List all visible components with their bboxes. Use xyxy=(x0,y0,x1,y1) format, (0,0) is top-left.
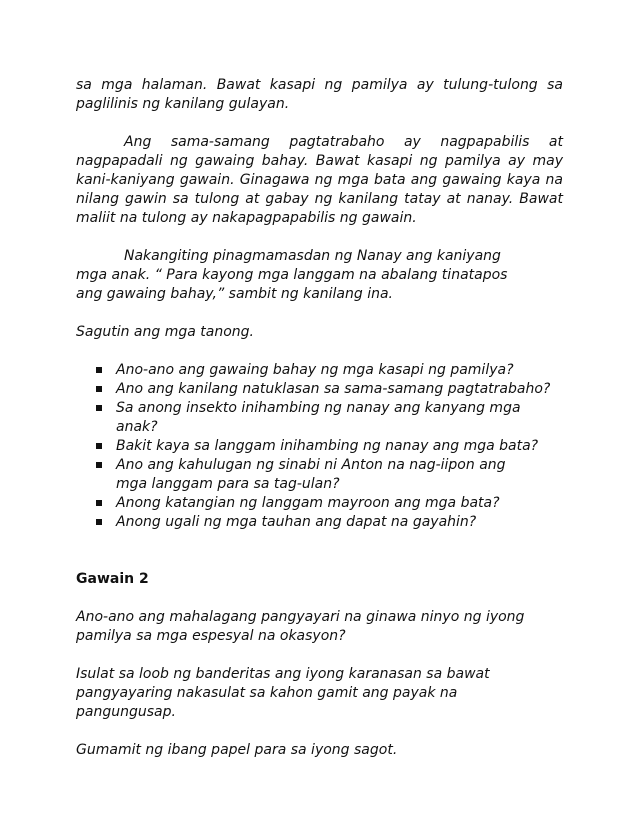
question-item xyxy=(76,437,563,456)
paragraph-intro: sa mga halaman. Bawat kasapi ng pamilya ay tulung-tulong sa paglilinis ng kanilang gulayan. xyxy=(76,77,563,112)
bullet-square-icon xyxy=(96,519,102,525)
bullet-square-icon xyxy=(96,462,102,468)
spacer xyxy=(76,342,563,361)
question-item xyxy=(76,513,563,532)
spacer xyxy=(76,114,563,133)
question-item xyxy=(76,380,563,399)
question-text: Sa anong insekto inihambing ng nanay ang kanyang mga anak? xyxy=(116,400,521,435)
paragraph-teamwork: Ang sama-samang pagtatrabaho ay nagpapabilis at nagpapadali ng gawaing bahay. Bawat kasapi ng pamilya ay may kani-kaniyang gawain. Ginagawa ng mga bata ang gawaing kaya na nilang gawin sa tulong at gabay ng kanilang tatay at nanay. Bawat maliit na tulong ay nakapagpapabilis ng gawain. xyxy=(76,134,563,226)
spacer xyxy=(76,304,563,323)
gawain2-instruction: Isulat sa loob ng banderitas ang iyong karanasan sa bawat pangyayaring nakasulat sa kahon gamit ang payak na pangungusap. xyxy=(76,666,490,720)
spacer xyxy=(76,532,563,570)
bullet-square-icon xyxy=(96,405,102,411)
question-text: Ano ang kanilang natuklasan sa sama-samang pagtatrabaho? xyxy=(116,381,551,397)
question-item xyxy=(76,361,563,380)
question-item xyxy=(76,456,563,494)
gawain2-question: Ano-ano ang mahalagang pangyayari na ginawa ninyo ng iyong pamilya sa mga espesyal na okasyon? xyxy=(76,609,525,644)
question-list xyxy=(76,361,563,532)
document-page xyxy=(76,76,563,760)
question-item xyxy=(76,399,563,437)
question-text: Ano-ano ang gawaing bahay ng mga kasapi ng pamilya? xyxy=(116,362,514,378)
question-text: Anong ugali ng mga tauhan ang dapat na gayahin? xyxy=(116,514,477,530)
question-text: Anong katangian ng langgam mayroon ang mga bata? xyxy=(116,495,500,511)
spacer xyxy=(76,646,563,665)
instruction-answer-questions: Sagutin ang mga tanong. xyxy=(76,324,254,340)
question-item xyxy=(76,494,563,513)
section-heading-gawain-2: Gawain 2 xyxy=(76,571,149,587)
bullet-square-icon xyxy=(96,500,102,506)
question-text: Ano ang kahulugan ng sinabi ni Anton na nag-iipon ang mga langgam para sa tag-ulan? xyxy=(116,457,506,492)
spacer xyxy=(76,228,563,247)
question-text: Bakit kaya sa langgam inihambing ng nanay ang mga bata? xyxy=(116,438,539,454)
bullet-square-icon xyxy=(96,367,102,373)
spacer xyxy=(76,722,563,741)
bullet-square-icon xyxy=(96,443,102,449)
spacer xyxy=(76,589,563,608)
bullet-square-icon xyxy=(96,386,102,392)
gawain2-note: Gumamit ng ibang papel para sa iyong sagot. xyxy=(76,742,398,758)
paragraph-mother: Nakangiting pinagmamasdan ng Nanay ang kaniyang mga anak. “ Para kayong mga langgam na abalang tinatapos ang gawaing bahay,” sambit ng kanilang ina. xyxy=(76,248,508,302)
